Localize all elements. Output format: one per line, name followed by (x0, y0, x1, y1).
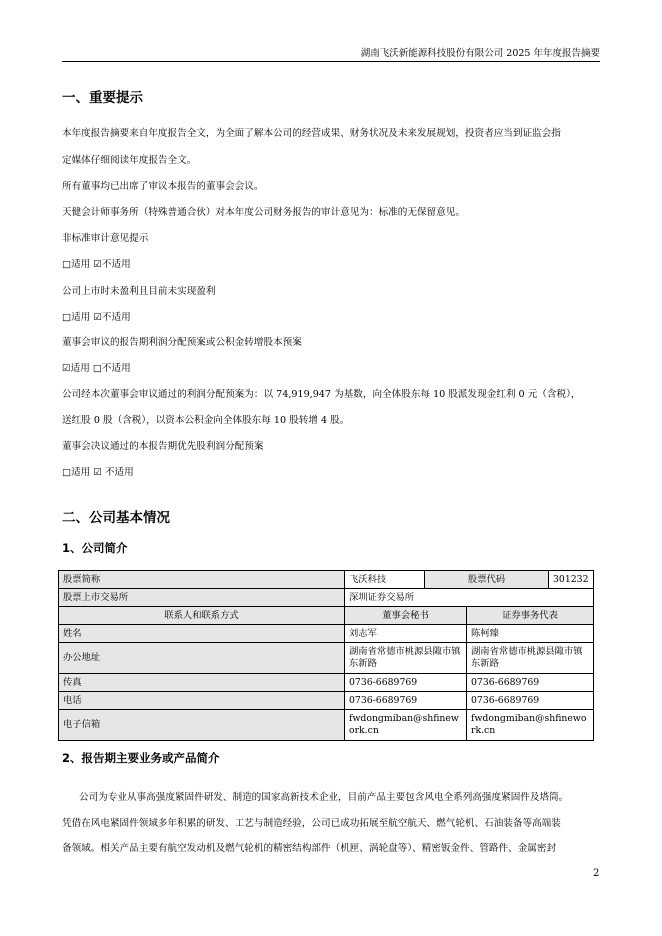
table-row (59, 710, 594, 741)
secretary-email: fwdongmiban@shfinework.cn (345, 710, 467, 741)
exchange-value: 深圳证券交易所 (345, 589, 594, 607)
table-row (59, 625, 594, 643)
section2-heading: 二、公司基本情况 (62, 510, 170, 526)
company-profile-table (58, 570, 594, 741)
phone-label: 电话 (59, 692, 345, 710)
table-row (59, 589, 594, 607)
section1-heading: 一、重要提示 (62, 90, 143, 106)
email-label: 电子信箱 (59, 710, 345, 741)
nonstandard-audit-label: 非标准审计意见提示 (62, 233, 149, 244)
audit-opinion: 天健会计师事务所（特殊普通合伙）对本年度公司财务报告的审计意见为：标准的无保留意见。 (62, 207, 465, 218)
page-header (62, 0, 600, 62)
dividend-plan-label: 董事会审议的报告期利润分配预案或公积金转增股本预案 (62, 337, 302, 348)
business-line-3: 备领域。相关产品主要有航空发动机及燃气轮机的精密结构部件（机匣、涡轮盘等）、精密钣金件、管路件、金属密封 (62, 843, 557, 854)
table-row (59, 692, 594, 710)
header-title: 湖南飞沃新能源科技股份有限公司 2025 年年度报告摘要 (360, 48, 600, 59)
dividend-plan-choice: ☑适用 □不适用 (62, 363, 131, 374)
representative-email: fwdongmiban@shfinework.cn (467, 710, 594, 741)
address-label: 办公地址 (59, 643, 345, 674)
representative-address: 湖南省常德市桃源县陬市镇东新路 (467, 643, 594, 674)
name-label: 姓名 (59, 625, 345, 643)
business-line-2: 凭借在风电紧固件领域多年积累的研发、工艺与制造经验，公司已成功拓展至航空航天、燃气轮机、石油装备等高端装 (62, 818, 561, 829)
nonstandard-audit-choice: □适用 ☑不适用 (62, 259, 131, 270)
preferred-dividend-choice: □适用 ☑ 不适用 (62, 467, 134, 478)
business-line-1: 公司为专业从事高强度紧固件研发、制造的国家高新技术企业，目前产品主要包含风电全系列高强度紧固件及塔筒。 (79, 792, 569, 803)
stock-abbr-label: 股票简称 (59, 571, 345, 589)
table-row (59, 674, 594, 692)
contact-header: 联系人和联系方式 (59, 607, 345, 625)
business-overview-heading: 2、报告期主要业务或产品简介 (62, 751, 220, 765)
secretary-name: 刘志军 (345, 625, 467, 643)
board-attendance: 所有董事均已出席了审议本报告的董事会会议。 (62, 181, 264, 192)
stock-code-label: 股票代码 (425, 571, 549, 589)
stock-abbr-value: 飞沃科技 (345, 571, 425, 589)
company-profile-heading: 1、公司简介 (62, 541, 128, 555)
dividend-plan-line-1: 公司经本次董事会审议通过的利润分配预案为：以 74,919,947 为基数，向全体股东每 10 股派发现金红利 0 元（含税）， (62, 389, 581, 400)
table-row (59, 571, 594, 589)
representative-header: 证券事务代表 (467, 607, 594, 625)
exchange-label: 股票上市交易所 (59, 589, 345, 607)
secretary-phone: 0736-6689769 (345, 692, 467, 710)
profit-status-choice: □适用 ☑不适用 (62, 312, 131, 323)
intro-line-2: 定媒体仔细阅读年度报告全文。 (62, 155, 197, 166)
representative-phone: 0736-6689769 (467, 692, 594, 710)
secretary-address: 湖南省常德市桃源县陬市镇东新路 (345, 643, 467, 674)
fax-label: 传真 (59, 674, 345, 692)
secretary-fax: 0736-6689769 (345, 674, 467, 692)
secretary-header: 董事会秘书 (345, 607, 467, 625)
profit-status-label: 公司上市时未盈利且目前未实现盈利 (62, 286, 216, 297)
intro-line-1: 本年度报告摘要来自年度报告全文，为全面了解本公司的经营成果、财务状况及未来发展规划，投资者应当到证监会指 (62, 128, 561, 139)
stock-code-value: 301232 (549, 571, 594, 589)
dividend-plan-line-2: 送红股 0 股（含税），以资本公积金向全体股东每 10 股转增 4 股。 (62, 415, 350, 426)
page-number: 2 (593, 868, 600, 879)
table-row (59, 643, 594, 674)
representative-name: 陈柯臻 (467, 625, 594, 643)
table-row (59, 607, 594, 625)
preferred-dividend-label: 董事会决议通过的本报告期优先股利润分配预案 (62, 441, 264, 452)
representative-fax: 0736-6689769 (467, 674, 594, 692)
